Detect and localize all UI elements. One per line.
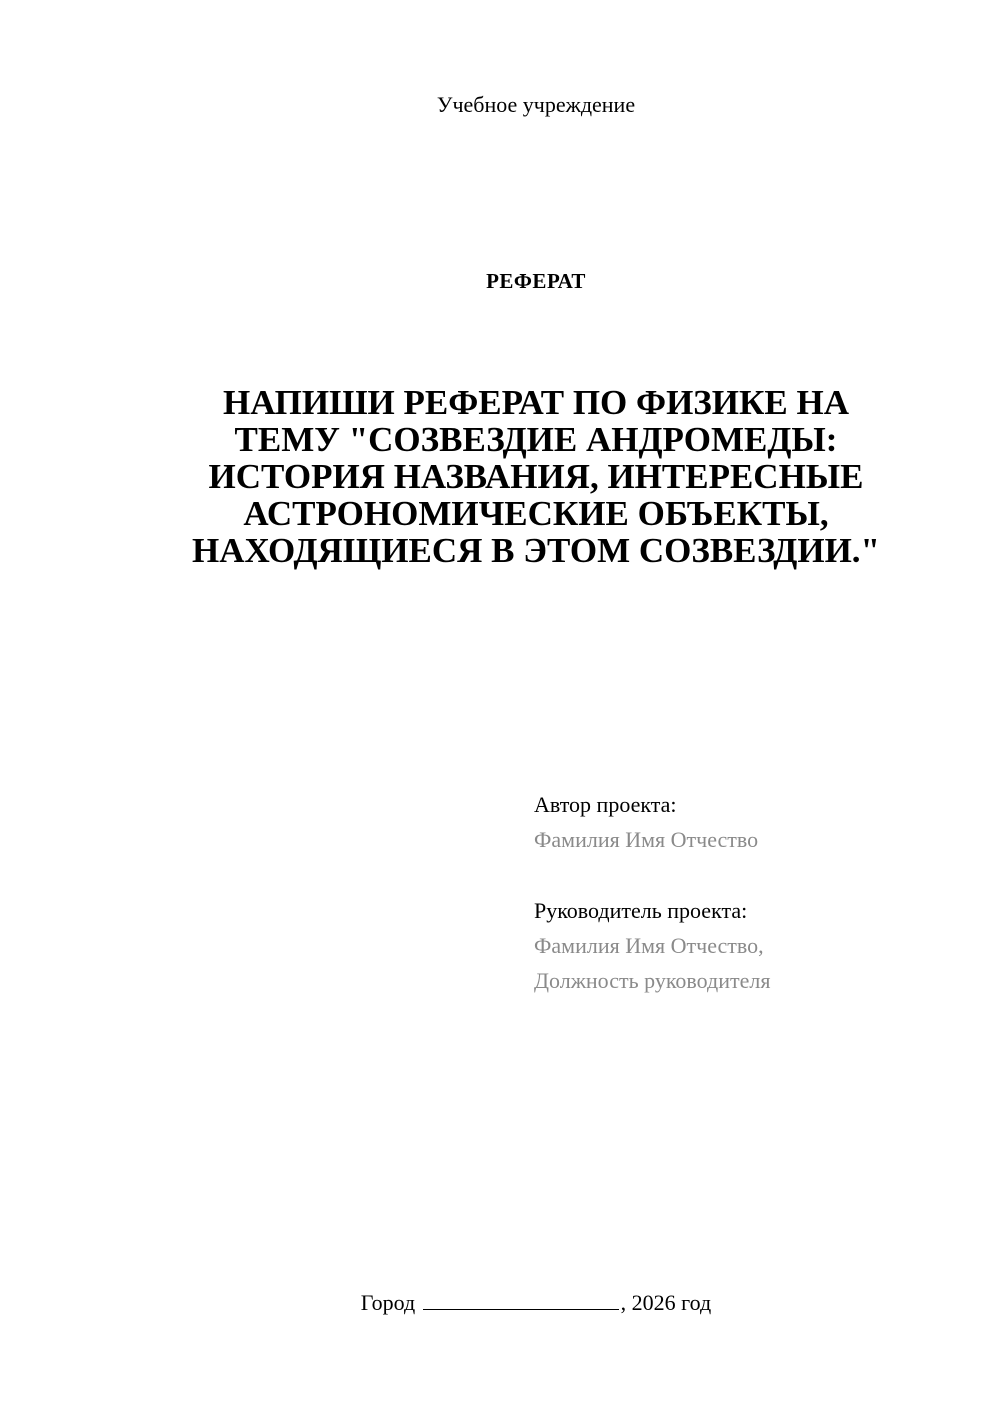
title-line: НАХОДЯЩИЕСЯ В ЭТОМ СОЗВЕЗДИИ." [191, 531, 880, 570]
supervisor-label: Руководитель проекта: [534, 898, 748, 923]
title-line: ТЕМУ "СОЗВЕЗДИЕ АНДРОМЕДЫ: [234, 420, 838, 459]
author-block [534, 787, 974, 857]
author-label: Автор проекта: [534, 792, 677, 817]
author-name: Фамилия Имя Отчество [534, 827, 759, 852]
supervisor-block [534, 893, 974, 998]
title-line: ИСТОРИЯ НАЗВАНИЯ, ИНТЕРЕСНЫЕ [208, 457, 864, 496]
document-type: РЕФЕРАТ [486, 269, 586, 293]
report-title [150, 384, 922, 569]
title-line: АСТРОНОМИЧЕСКИЕ ОБЪЕКТЫ, [243, 494, 829, 533]
city-blank-underline [423, 1289, 619, 1310]
institution-name: Учебное учреждение [436, 92, 636, 117]
supervisor-position: Должность руководителя [534, 968, 771, 993]
title-line: НАПИШИ РЕФЕРАТ ПО ФИЗИКЕ НА [223, 383, 849, 422]
city-year-line [0, 1288, 1000, 1318]
city-label: Город [360, 1290, 416, 1315]
year-text: , 2026 год [620, 1290, 712, 1315]
supervisor-name: Фамилия Имя Отчество, [534, 933, 764, 958]
